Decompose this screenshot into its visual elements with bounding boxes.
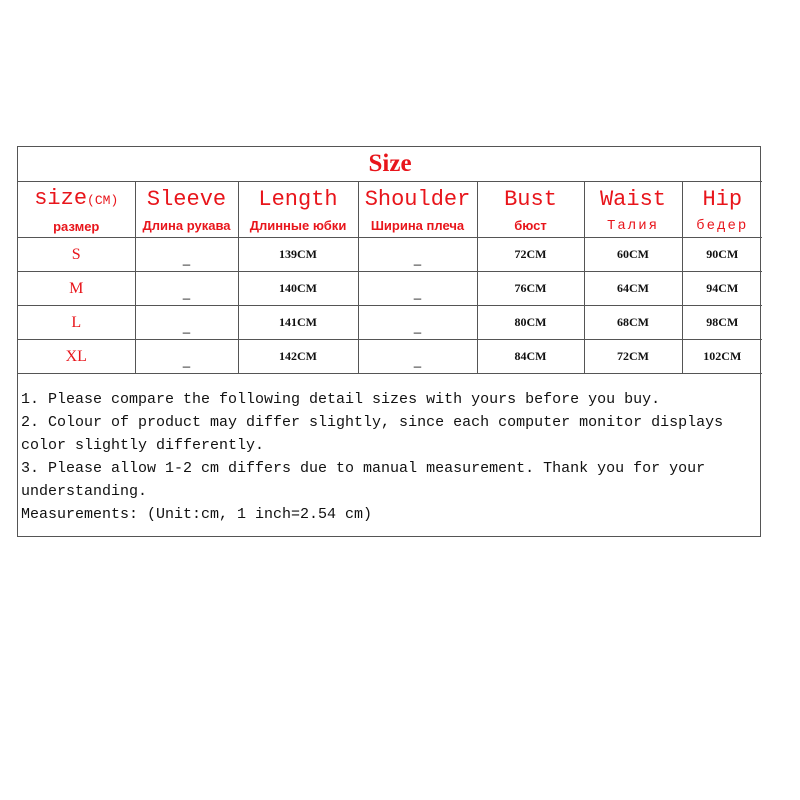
- header-hip: [682, 182, 762, 238]
- header-shoulder: [358, 182, 477, 238]
- bust-cell: 72CM: [477, 238, 584, 272]
- header-sleeve-ru: Длина рукава: [142, 217, 231, 233]
- header-waist-label: Waist: [599, 186, 666, 212]
- hip-cell: 102CM: [682, 340, 762, 374]
- shoulder-value: _: [413, 318, 422, 334]
- header-size-label: size(CM): [34, 185, 119, 211]
- sleeve-value: _: [182, 318, 191, 334]
- sleeve-value: _: [182, 250, 191, 266]
- note-allowance: 3. Please allow 1-2 cm differs due to manual measurement. Thank you for your understanding.: [21, 460, 706, 500]
- header-bust-ru: бюст: [514, 217, 547, 233]
- header-length: [238, 182, 358, 238]
- sleeve-value: _: [182, 284, 191, 300]
- sleeve-cell: [135, 238, 238, 272]
- sleeve-cell: [135, 272, 238, 306]
- header-hip-label: Hip: [702, 186, 743, 212]
- shoulder-value: _: [413, 250, 422, 266]
- header-waist-ru: Талия: [606, 217, 659, 234]
- header-sleeve: [135, 182, 238, 238]
- length-cell: 140CM: [238, 272, 358, 306]
- table-row: [18, 272, 762, 306]
- sleeve-cell: [135, 306, 238, 340]
- header-length-ru: Длинные юбки: [249, 217, 347, 233]
- note-compare: 1. Please compare the following detail sizes with yours before you buy.: [21, 391, 661, 408]
- header-size-ru: размер: [53, 218, 100, 234]
- waist-cell: 68CM: [584, 306, 682, 340]
- length-cell: 139CM: [238, 238, 358, 272]
- header-shoulder-ru: Ширина плеча: [370, 217, 465, 233]
- size-cell: S: [18, 238, 135, 272]
- table-title: Size: [18, 147, 762, 182]
- waist-cell: 72CM: [584, 340, 682, 374]
- length-cell: 142CM: [238, 340, 358, 374]
- note-colour: 2. Colour of product may differ slightly, since each computer monitor displays color slightly differently.: [21, 414, 724, 454]
- hip-cell: 94CM: [682, 272, 762, 306]
- hip-cell: 98CM: [682, 306, 762, 340]
- header-length-label: Length: [258, 186, 338, 212]
- table-row: [18, 340, 762, 374]
- size-cell: XL: [18, 340, 135, 374]
- size-table: [18, 147, 762, 374]
- header-waist: [584, 182, 682, 238]
- header-shoulder-label: Shoulder: [364, 186, 471, 212]
- title-row: [18, 147, 762, 182]
- header-sleeve-label: Sleeve: [146, 186, 227, 212]
- note-measurements: Measurements: (Unit:cm, 1 inch=2.54 cm): [21, 506, 373, 523]
- waist-cell: 60CM: [584, 238, 682, 272]
- header-bust: [477, 182, 584, 238]
- bust-cell: 80CM: [477, 306, 584, 340]
- header-row: [18, 182, 762, 238]
- table-row: [18, 306, 762, 340]
- table-row: [18, 238, 762, 272]
- sleeve-cell: [135, 340, 238, 374]
- length-cell: 141CM: [238, 306, 358, 340]
- size-chart: [17, 146, 761, 537]
- waist-cell: 64CM: [584, 272, 682, 306]
- shoulder-cell: [358, 340, 477, 374]
- header-bust-label: Bust: [504, 186, 557, 212]
- shoulder-value: _: [413, 352, 422, 368]
- size-cell: L: [18, 306, 135, 340]
- header-hip-ru: бедер: [696, 217, 749, 234]
- bust-cell: 76CM: [477, 272, 584, 306]
- shoulder-value: _: [413, 284, 422, 300]
- size-cell: M: [18, 272, 135, 306]
- shoulder-cell: [358, 238, 477, 272]
- shoulder-cell: [358, 272, 477, 306]
- size-notes: [18, 374, 760, 536]
- hip-cell: 90CM: [682, 238, 762, 272]
- header-size: [18, 182, 135, 238]
- shoulder-cell: [358, 306, 477, 340]
- bust-cell: 84CM: [477, 340, 584, 374]
- sleeve-value: _: [182, 352, 191, 368]
